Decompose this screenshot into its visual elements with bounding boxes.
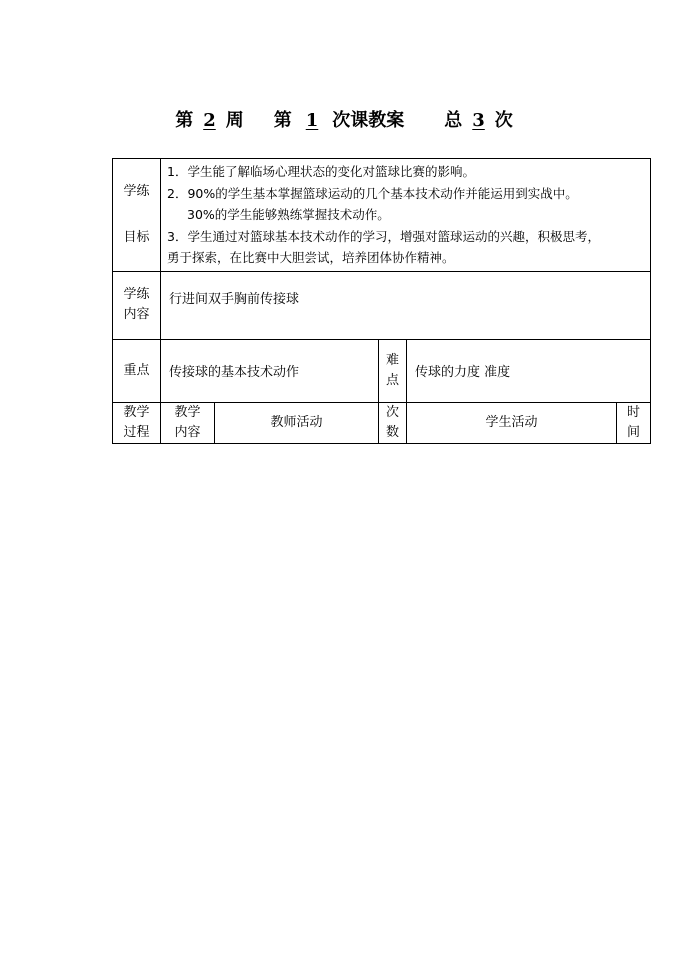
count-top: 次 [385,404,399,420]
process-label-cell [113,402,161,443]
content-label-bottom: 内容 [123,307,150,322]
time-bottom: 间 [627,424,641,440]
lesson-number: 1 [305,110,319,131]
key-row [113,339,651,402]
content-text: 行进间双手胸前传接球 [161,271,651,339]
goal-line: 2．90%的学生基本掌握篮球运动的几个基本技术动作并能运用到实战中。 [167,185,578,201]
count-bottom: 数 [385,424,399,440]
week-prefix: 第 [175,110,194,131]
time-header [617,402,651,443]
goal-line: 勇于探索，在比赛中大胆尝试，培养团体协作精神。 [167,250,455,265]
teaching-content-bottom: 内容 [174,424,201,440]
teaching-content-header [161,402,215,443]
goals-text-cell [161,159,651,272]
student-activity-header: 学生活动 [407,402,617,443]
lesson-suffix: 次课教案 [332,110,405,131]
goals-label-top: 学练 [123,183,150,199]
lesson-plan-title [0,106,688,132]
teacher-activity-header: 教师活动 [215,402,379,443]
time-top: 时 [627,404,641,420]
total-prefix: 总 [444,110,463,131]
week-number: 2 [203,110,216,131]
count-header [379,402,407,443]
week-suffix: 周 [225,110,244,131]
goals-label-cell [113,159,161,272]
process-label-bottom: 过程 [123,424,150,440]
process-header-row [113,402,651,443]
difficulty-label-cell [379,339,407,402]
goals-label-bottom: 目标 [123,229,150,245]
lesson-plan-table [112,158,651,444]
content-label-cell [113,271,161,339]
goal-line: 3．学生通过对篮球基本技术动作的学习，增强对篮球运动的兴趣，积极思考， [167,228,600,244]
total-number: 3 [472,110,485,131]
process-label-top: 教学 [123,404,150,420]
key-label: 重点 [113,339,161,402]
difficulty-label-bottom: 点 [385,372,399,388]
goals-row [113,159,651,272]
teaching-content-top: 教学 [174,404,201,420]
key-text: 传接球的基本技术动作 [161,339,379,402]
lesson-prefix: 第 [273,110,292,131]
content-row [113,271,651,339]
goal-line: 30%的学生能够熟练掌握技术动作。 [187,207,390,222]
goal-line: 1．学生能了解临场心理状态的变化对篮球比赛的影响。 [167,164,475,179]
total-suffix: 次 [494,110,513,131]
difficulty-text: 传球的力度 准度 [407,339,651,402]
difficulty-label-top: 难 [385,352,399,368]
content-label-top: 学练 [123,287,150,302]
